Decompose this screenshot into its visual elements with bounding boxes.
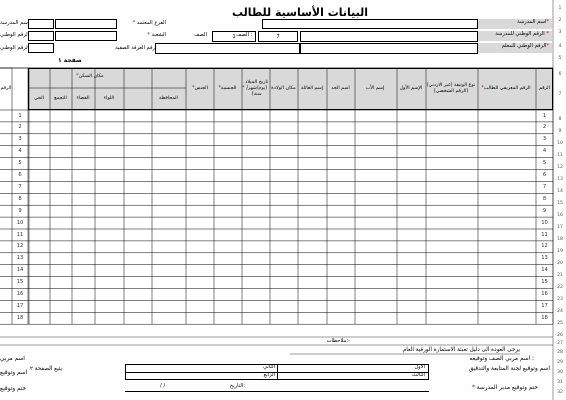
col-grandfather-name: اسم الجد bbox=[331, 86, 350, 91]
col-father-name: إسم الأب bbox=[365, 86, 385, 91]
row-number-left: 1 bbox=[18, 112, 22, 119]
row-number-left: 13 bbox=[16, 255, 24, 262]
class-value-a[interactable]: 1 bbox=[212, 31, 256, 42]
committee-divider-v bbox=[277, 364, 278, 380]
sheet-row-header: 17 bbox=[557, 225, 563, 230]
room-no-label: رقم الغرفة الصفية bbox=[115, 45, 155, 51]
sheet-row-header: 24 bbox=[557, 309, 563, 314]
sheet-row-header: 2 bbox=[558, 18, 562, 23]
row-number-left: 9 bbox=[18, 207, 22, 214]
col-birth-place: مكان الولادة bbox=[271, 86, 296, 91]
sheet-row-header: 11 bbox=[557, 153, 563, 158]
committee-label: اسم وتوقيع لجنة المتابعة والتدقيق bbox=[468, 366, 550, 372]
school-national-no-label-left: الرقم الوطني bbox=[0, 32, 30, 38]
page-label: صفحة ١ bbox=[58, 57, 82, 64]
row-number-left: 7 bbox=[18, 183, 22, 190]
row-number-right: 11 bbox=[541, 231, 548, 238]
branch-label: * الفرع المعتمد bbox=[132, 20, 166, 26]
sheet-row-header: 26 bbox=[557, 333, 563, 338]
teacher-name-sign: اسم مربي الصف وتوقيعه : bbox=[469, 356, 534, 362]
col-subdistrict: القضاء bbox=[76, 96, 90, 101]
row-number-left: 14 bbox=[16, 267, 24, 274]
col-birth-date: * تاريخ الميلاد (يوم/شهر/سنة) bbox=[242, 80, 269, 97]
date-slashes: / / bbox=[160, 383, 166, 389]
sheet-row-header: 31 bbox=[557, 380, 563, 385]
sheet-row-header: 6 bbox=[558, 72, 562, 77]
sheet-row-header: 15 bbox=[557, 201, 563, 206]
col-district: اللواء bbox=[103, 96, 115, 101]
row-number-right: 5 bbox=[542, 160, 547, 167]
col-left-seq: الرقم bbox=[0, 86, 12, 91]
row-number-right: 14 bbox=[541, 267, 548, 274]
col-doc-type: نوع الوثيقة (غير الاردني) (الرقم الشخصي) bbox=[426, 83, 476, 94]
sheet-row-header: 18 bbox=[557, 237, 563, 242]
school-name-label: اسم المدرسة* bbox=[478, 19, 552, 29]
committee-first: الاول bbox=[414, 364, 425, 370]
guide-note: يرجى العودة الى دليل تعبئة الاستمارة الورقية العام bbox=[402, 347, 520, 353]
row-number-left: 3 bbox=[18, 136, 22, 143]
row-number-left: 8 bbox=[18, 195, 22, 202]
sheet-row-header: 13 bbox=[557, 177, 563, 182]
row-number-right: 12 bbox=[541, 243, 548, 250]
sheet-row-header: 16 bbox=[557, 213, 563, 218]
row-number-right: 2 bbox=[542, 124, 547, 131]
row-number-right: 18 bbox=[541, 314, 548, 321]
col-first-name: الإسم الأول bbox=[399, 86, 423, 91]
sheet-row-header: 28 bbox=[557, 350, 563, 355]
continue-page: يتبع الصفحة ٢ bbox=[30, 366, 63, 372]
section-label: * الشعبة bbox=[147, 32, 166, 38]
sheet-row-header: 14 bbox=[557, 189, 563, 194]
col-family-name: إسم العائلة bbox=[300, 86, 324, 91]
row-number-right: 8 bbox=[542, 195, 547, 202]
committee-fourth: الرابع bbox=[263, 372, 275, 378]
class-value-b[interactable]: 7 bbox=[258, 31, 298, 42]
sheet-row-header: 9 bbox=[558, 129, 562, 134]
teacher-national-no-label-left: الرقم الوطني bbox=[0, 45, 30, 51]
sheet-row-header: 21 bbox=[557, 273, 563, 278]
row-number-left: 17 bbox=[16, 302, 24, 309]
principal-left: ختم وتوقيع bbox=[0, 386, 27, 392]
col-gender: * الجنس bbox=[192, 86, 208, 91]
row-number-left: 2 bbox=[18, 124, 22, 131]
sheet-row-header: 23 bbox=[557, 297, 563, 302]
teacher-national-no-label: الرقم الوطني للمعلم* bbox=[478, 43, 552, 53]
row-number-right: 15 bbox=[541, 279, 548, 286]
sheet-row-header: 30 bbox=[557, 370, 563, 375]
row-number-right: 10 bbox=[541, 219, 548, 226]
committee-third: الثالث bbox=[412, 372, 425, 378]
class-suffix-label: الصف bbox=[194, 32, 207, 38]
school-national-no-label: الرقم الوطني للمدرسة * bbox=[478, 31, 552, 41]
sheet-row-header: 8 bbox=[558, 117, 562, 122]
sheet-row-header: 12 bbox=[557, 165, 563, 170]
row-number-right: 6 bbox=[542, 172, 547, 178]
col-neighborhood: الحي bbox=[34, 96, 44, 101]
notes-label: ملاحظات:- bbox=[326, 338, 350, 344]
committee-second: الثاني bbox=[263, 364, 275, 370]
row-number-left: 11 bbox=[16, 231, 24, 238]
row-number-right: 17 bbox=[541, 302, 548, 309]
row-number-right: 13 bbox=[541, 255, 548, 262]
sheet-row-header: 1 bbox=[558, 6, 562, 11]
row-number-left: 18 bbox=[16, 314, 24, 321]
sheet-row-header: 4 bbox=[558, 44, 562, 49]
row-number-left: 4 bbox=[18, 148, 22, 155]
row-number-left: 12 bbox=[16, 243, 24, 250]
row-number-left: 16 bbox=[16, 291, 24, 297]
col-nationality: * الجنسية bbox=[218, 86, 237, 91]
sheet-row-header: 29 bbox=[557, 360, 563, 365]
sheet-row-header: 7 bbox=[558, 92, 562, 97]
row-number-right: 16 bbox=[541, 291, 548, 297]
col-seq: الرقم bbox=[539, 86, 550, 91]
committee-left: اسم وتوقيع bbox=[0, 370, 28, 376]
row-number-left: 5 bbox=[18, 160, 22, 167]
sheet-row-header: 19 bbox=[557, 249, 563, 254]
row-number-right: 3 bbox=[542, 136, 547, 143]
sheet-row-header: 25 bbox=[557, 321, 563, 326]
sheet-row-header: 32 bbox=[557, 390, 563, 395]
row-number-left: 10 bbox=[16, 219, 24, 226]
sheet-row-header: 5 bbox=[558, 56, 562, 61]
row-number-right: 4 bbox=[542, 148, 547, 155]
row-number-left: 15 bbox=[16, 279, 24, 286]
col-complex: التجمع bbox=[54, 96, 67, 101]
sheet-row-header: 22 bbox=[557, 285, 563, 290]
sheet-row-header: 20 bbox=[557, 261, 563, 266]
sheet-row-header: 10 bbox=[557, 141, 563, 146]
page-title: البيانات الأساسية للطالب bbox=[231, 6, 369, 19]
date-label: التاريخ: bbox=[229, 383, 245, 389]
row-number-right: 7 bbox=[542, 183, 547, 190]
col-student-id: * الرقم المعريفي للطالب bbox=[481, 86, 531, 91]
principal-label: * ختم وتوقيع مدير المدرسة bbox=[472, 385, 538, 391]
class-label: الصف : bbox=[236, 32, 253, 38]
date-underline bbox=[125, 391, 429, 392]
row-number-right: 9 bbox=[542, 207, 547, 214]
col-residence: * مكان السكن bbox=[76, 74, 104, 79]
row-number-left: 6 bbox=[18, 172, 22, 178]
sheet-row-header: 27 bbox=[557, 341, 563, 346]
sheet-row-header: 3 bbox=[558, 30, 562, 35]
school-name-label-left: اسم المدرسة bbox=[0, 20, 30, 26]
col-governorate: المحافظة bbox=[159, 96, 178, 101]
row-number-right: 1 bbox=[542, 112, 547, 119]
teacher-name-left: اسم مربي bbox=[0, 356, 25, 362]
